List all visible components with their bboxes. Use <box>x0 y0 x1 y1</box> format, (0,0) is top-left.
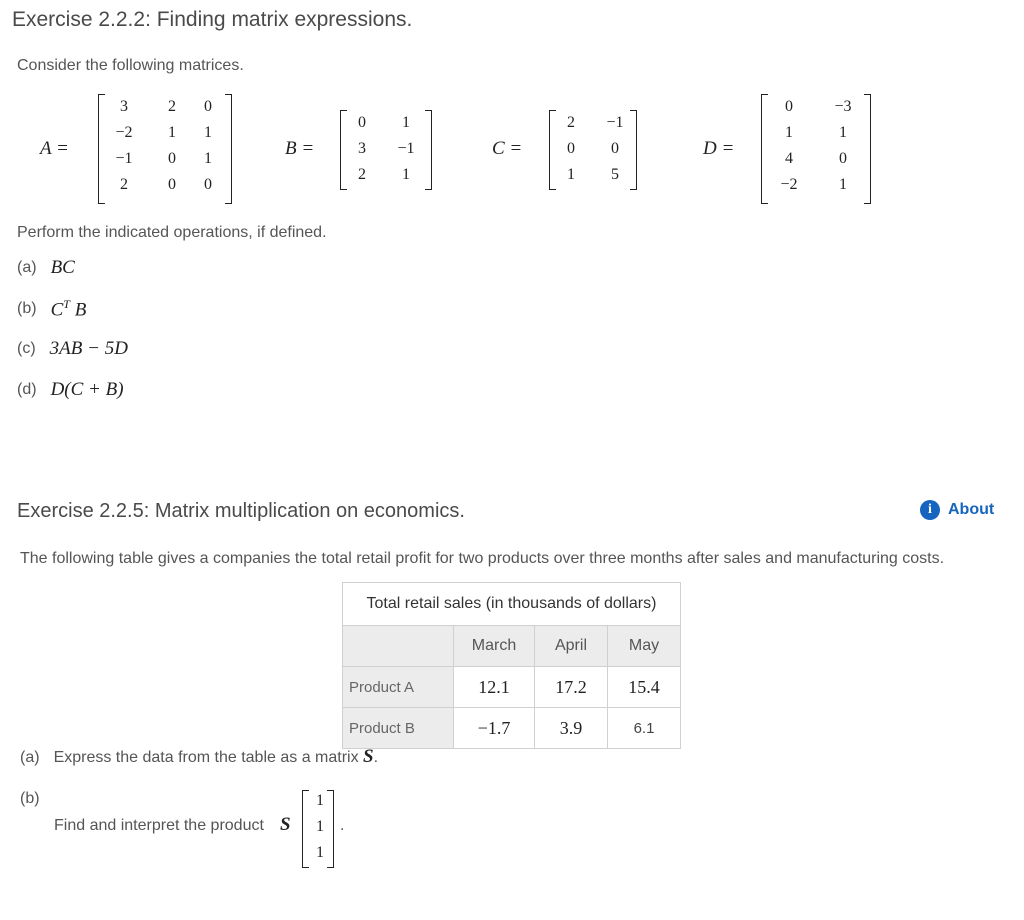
matrix-cell: 1 <box>785 124 793 141</box>
matrix-cell: −2 <box>780 176 798 193</box>
matrix-cell: 0 <box>358 114 366 131</box>
ones-vector <box>302 790 334 868</box>
ex2-part-b-symbol: S <box>280 814 291 835</box>
ex2-part-b-label: (b) <box>20 790 40 807</box>
matrix-c-label: C = <box>492 138 523 159</box>
part-b-expression <box>51 297 87 321</box>
column-header: March <box>454 626 535 667</box>
part-b <box>17 297 86 321</box>
about-label: About <box>948 501 995 518</box>
matrix-cell: 0 <box>839 150 847 167</box>
table-cell: 3.9 <box>535 708 608 749</box>
matrix-cell: 0 <box>168 176 176 193</box>
part-b-tail: B <box>74 299 87 321</box>
table-cell: −1.7 <box>454 708 535 749</box>
matrix-cell: 0 <box>567 140 575 157</box>
ex2-part-b-period: . <box>340 817 345 834</box>
matrix-cell: 1 <box>402 166 410 183</box>
ex2-part-a-text: Express the data from the table as a matrix <box>53 749 359 766</box>
table-cell: 17.2 <box>535 667 608 708</box>
part-d-label: (d) <box>17 381 37 398</box>
exercise-intro: Consider the following matrices. <box>17 57 244 74</box>
matrix-cell: 1 <box>204 150 212 167</box>
matrix-cell: 2 <box>567 114 575 131</box>
matrix-cell: 1 <box>567 166 575 183</box>
part-a <box>17 257 75 279</box>
part-b-label: (b) <box>17 300 37 318</box>
ex2-part-b-text: Find and interpret the product <box>54 817 264 834</box>
row-name: Product A <box>343 667 454 708</box>
matrix-cell: −1 <box>606 114 624 131</box>
about-link[interactable] <box>920 500 994 520</box>
instruction-text: Perform the indicated operations, if defined. <box>17 224 327 241</box>
matrix-cell: 0 <box>611 140 619 157</box>
sales-table <box>342 582 681 749</box>
matrix-cell: 1 <box>204 124 212 141</box>
part-d-expression: D(C + B) <box>50 379 124 400</box>
part-a-label: (a) <box>17 259 37 276</box>
part-d <box>17 379 124 401</box>
part-b-base: C <box>50 299 64 321</box>
column-header: May <box>608 626 681 667</box>
ex2-part-a-label: (a) <box>20 749 40 766</box>
matrix-b-label: B = <box>285 138 315 159</box>
matrix-cell: −1 <box>115 150 133 167</box>
part-a-expression: BC <box>50 257 75 278</box>
ex2-part-a-period: . <box>373 749 379 766</box>
table-caption: Total retail sales (in thousands of dollars) <box>343 583 681 626</box>
part-c <box>17 338 128 360</box>
matrix-cell: 0 <box>204 176 212 193</box>
matrix-cell: −2 <box>115 124 133 141</box>
exercise2-title: Exercise 2.2.5: Matrix multiplication on economics. <box>17 500 465 522</box>
part-b-sup: T <box>63 297 70 311</box>
info-icon: i <box>920 500 940 520</box>
matrix-b <box>340 110 432 190</box>
ex2-part-a-symbol: S <box>363 746 374 767</box>
row-name: Product B <box>343 708 454 749</box>
matrix-cell: 0 <box>204 98 212 115</box>
matrix-d-label: D = <box>703 138 735 159</box>
matrix-a-label: A = <box>40 138 69 159</box>
matrix-cell: 1 <box>402 114 410 131</box>
ex2-part-a <box>20 746 378 768</box>
exercise2-intro: The following table gives a companies the total retail profit for two products over three months after sales and manufacturing costs. <box>20 550 945 567</box>
table-cell: 6.1 <box>608 708 681 749</box>
exercise-title: Exercise 2.2.2: Finding matrix expressions. <box>12 8 413 31</box>
part-c-expression: 3AB − 5D <box>49 338 128 359</box>
matrix-d <box>761 94 871 204</box>
column-header: April <box>535 626 608 667</box>
matrix-c <box>549 110 637 190</box>
matrix-cell: 1 <box>168 124 176 141</box>
matrix-cell: 2 <box>358 166 366 183</box>
matrix-cell: 1 <box>839 176 847 193</box>
matrix-cell: 0 <box>168 150 176 167</box>
part-c-label: (c) <box>17 340 36 357</box>
matrix-cell: 2 <box>120 176 128 193</box>
matrix-cell: 5 <box>611 166 619 183</box>
table-cell: 12.1 <box>454 667 535 708</box>
matrix-cell: 1 <box>316 844 324 861</box>
matrix-cell: 3 <box>120 98 128 115</box>
table-row <box>343 667 681 708</box>
table-cell: 15.4 <box>608 667 681 708</box>
matrix-cell: −3 <box>834 98 852 115</box>
matrix-cell: 2 <box>168 98 176 115</box>
table-row <box>343 708 681 749</box>
matrix-cell: 1 <box>839 124 847 141</box>
matrix-cell: 1 <box>316 792 324 809</box>
matrix-cell: −1 <box>397 140 415 157</box>
matrix-cell: 0 <box>785 98 793 115</box>
matrix-cell: 3 <box>358 140 366 157</box>
matrix-cell: 1 <box>316 818 324 835</box>
table-corner <box>343 626 454 667</box>
matrix-cell: 4 <box>785 150 793 167</box>
matrix-a <box>98 94 232 204</box>
